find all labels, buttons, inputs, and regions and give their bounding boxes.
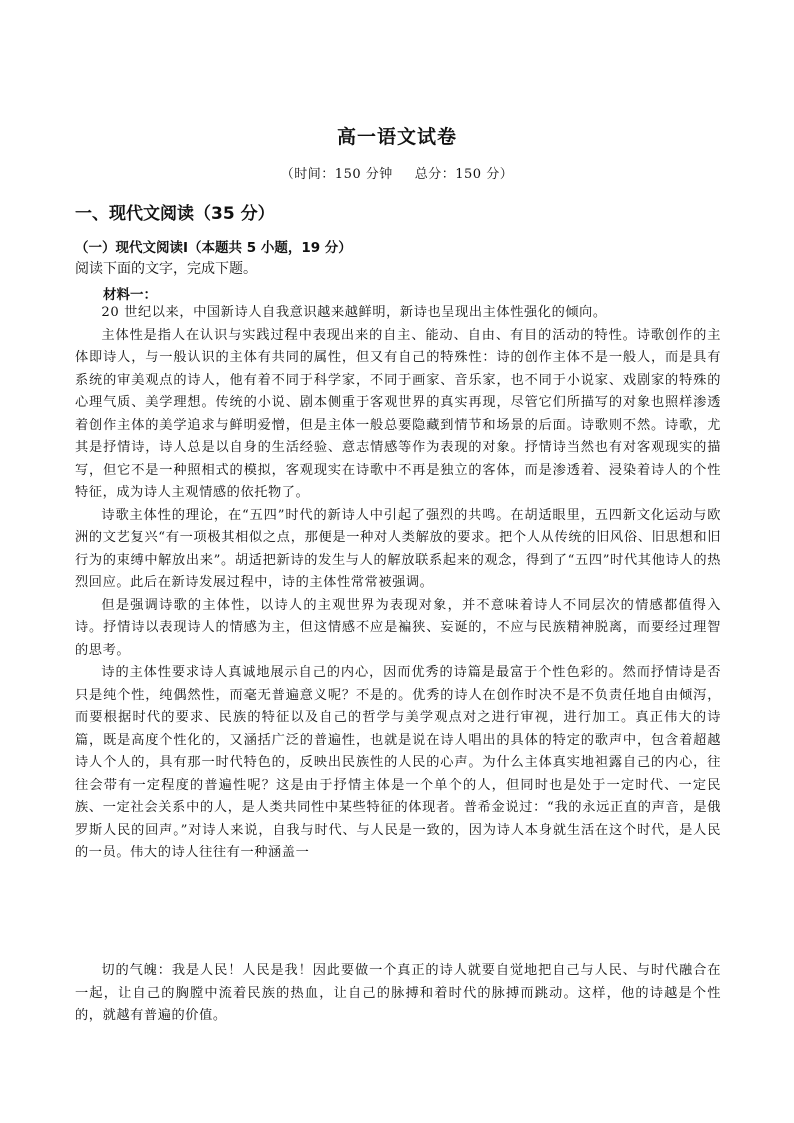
exam-score: 总分：150 分）: [414, 167, 514, 182]
paragraph: 诗歌主体性的理论，在“五四”时代的新诗人中引起了强烈的共鸣。在胡适眼里，五四新文化运动与欧洲的文艺复兴“有一项极其相似之点，那便是一种对人类解放的要求。把个人从传统的旧风俗、旧思想和旧行为的束缚中解放出来”。胡适把新诗的发生与人的解放联系起来的观念，得到了“五四”时代其他诗人的热烈回应。此后在新诗发展过程中，诗的主体性常常被强调。: [75, 507, 721, 590]
paragraph: 主体性是指人在认识与实践过程中表现出来的自主、能动、自由、有目的活动的特性。诗歌创作的主体即诗人，与一般认识的主体有共同的属性，但又有自己的特殊性：诗的创作主体不是一般人，而是具有系统的审美观点的诗人，他有着不同于科学家，不同于画家、音乐家，也不同于小说家、戏剧家的特殊的心理气质、美学理想。传统的小说、剧本侧重于客观世界的真实再现，尽管它们所描写的对象也照样渗透着创作主体的美学追求与鲜明爱憎，但是主体一般总要隐藏到情节和场景的后面。诗歌则不然。诗歌，尤其是抒情诗，诗人总是以自身的生活经验、意志情感等作为表现的对象。抒情诗当然也有对客观现实的描写，但它不是一种照相式的模拟，客观现实在诗歌中不再是独立的客体，而是渗透着、浸染着诗人的个性特征，成为诗人主观情感的依托物了。: [75, 327, 721, 500]
page-title: 高一语文试卷: [336, 126, 457, 148]
passage-continuation: [75, 960, 721, 1028]
reading-instruction: 阅读下面的文字，完成下题。: [75, 261, 257, 277]
paragraph: 切的气魄：我是人民！人民是我！因此要做一个真正的诗人就要自觉地把自己与人民、与时代融合在一起，让自己的胸膛中流着民族的热血，让自己的脉搏和着时代的脉搏而跳动。这样，他的诗越是个性的，就越有普遍的价值。: [75, 963, 721, 1023]
paragraph: 诗的主体性要求诗人真诚地展示自己的内心，因而优秀的诗篇是最富于个性色彩的。然而抒情诗是否只是纯个性，纯偶然性，而毫无普遍意义呢？不是的。优秀的诗人在创作时决不是不负责任地自由倾泻，而要根据时代的要求、民族的特征以及自己的哲学与美学观点对之进行审视，进行加工。真正伟大的诗篇，既是高度个性化的，又涵括广泛的普遍性，也就是说在诗人唱出的具体的特定的歌声中，包含着超越诗人个人的，具有那一时代特色的，反映出民族性的人民的心声。为什么主体真实地袒露自己的内心，往往会带有一定程度的普遍性呢？这是由于抒情主体是一个单个的人，但同时也是处于一定时代、一定民族、一定社会关系中的人，是人类共同性中某些特征的体现者。普希金说过：“我的永远正直的声音，是俄罗斯人民的回声。”对诗人来说，自我与时代、与人民是一致的，因为诗人本身就生活在这个时代，是人民的一员。伟大的诗人往往有一种涵盖一: [75, 665, 721, 860]
subsection-heading: （一）现代文阅读Ⅰ（本题共 5 小题，19 分）: [75, 240, 352, 256]
material-label: 材料一：: [103, 287, 157, 303]
passage-body: [75, 302, 721, 865]
section-heading: 一、现代文阅读（35 分）: [75, 204, 275, 224]
exam-meta: [0, 163, 794, 182]
paragraph: 但是强调诗歌的主体性，以诗人的主观世界为表现对象，并不意味着诗人不同层次的情感都值得入诗。抒情诗以表现诗人的情感为主，但这情感不应是褊狭、妄诞的，不应与民族精神脱离，而要经过理智的思考。: [75, 597, 721, 658]
paragraph: 20 世纪以来，中国新诗人自我意识越来越鲜明，新诗也呈现出主体性强化的倾向。: [101, 305, 607, 320]
exam-time: （时间：150 分钟: [280, 167, 393, 182]
